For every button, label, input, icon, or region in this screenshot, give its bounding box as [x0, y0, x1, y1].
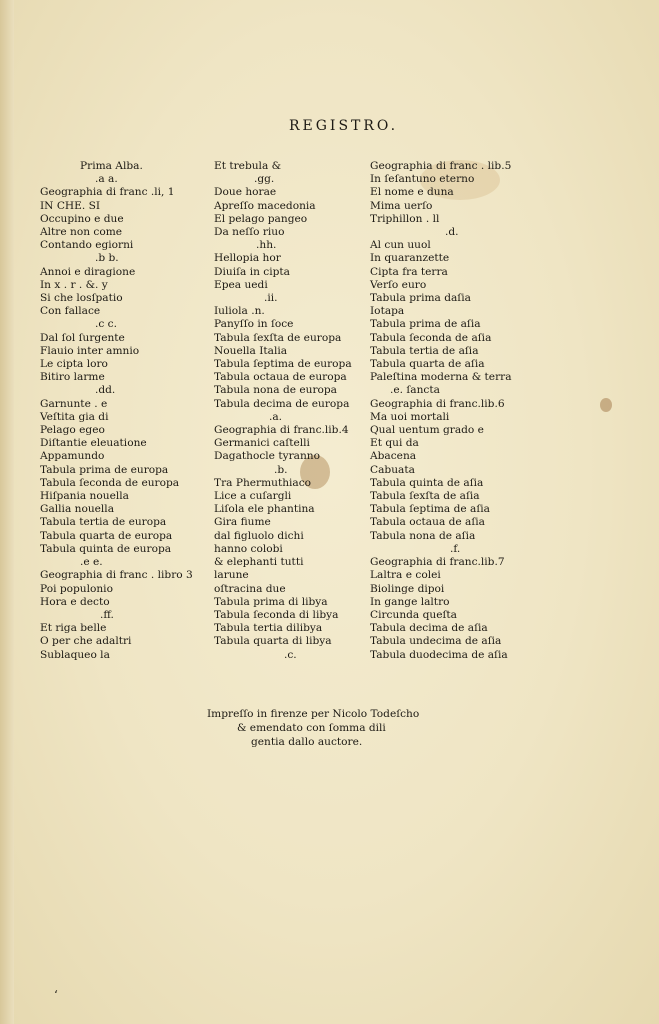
register-entry: oſtracina due — [214, 582, 286, 595]
colophon-line: gentia dallo auctore. — [251, 736, 363, 748]
register-entry: Et trebula & — [214, 160, 282, 172]
register-entry: Et riga belle — [40, 622, 107, 635]
register-entry: Geographia di franc.lib.6 — [370, 397, 505, 410]
register-entry: Apreſſo macedonia — [214, 199, 316, 212]
stain — [600, 398, 612, 412]
register-entry: Cabuata — [370, 463, 415, 476]
register-entry: Hiſpania nouella — [40, 490, 129, 503]
register-entry: IN CHE. SI — [40, 199, 101, 212]
register-entry: Da neſſo riuo — [214, 226, 285, 239]
register-entry: Epea uedi — [214, 278, 268, 291]
register-entry: Abacena — [370, 450, 417, 463]
register-entry: Triphillon . ll — [370, 212, 440, 225]
register-entry: Hora e decto — [40, 595, 110, 608]
register-entry: Dagathocle tyranno — [214, 450, 320, 463]
register-column-2 — [214, 160, 364, 662]
register-entry: Bitiro larme — [40, 371, 105, 384]
register-entry: .gg. — [254, 173, 275, 186]
register-entry: .b b. — [95, 252, 119, 265]
page-edge — [0, 0, 14, 1024]
register-entry: Tabula tertia de europa — [40, 516, 167, 529]
register-entry: hanno colobi — [214, 542, 283, 555]
register-entry: Pelago egeo — [40, 424, 105, 437]
register-entry: Tabula ſexſta de europa — [214, 331, 342, 344]
register-column-3 — [370, 160, 530, 662]
register-entry: Diſtantie eleuatione — [40, 437, 147, 450]
register-entry: .ii. — [264, 292, 278, 305]
register-title: REGISTRO. — [288, 118, 399, 134]
register-entry: Con fallace — [40, 305, 101, 318]
register-entry: Geographia di franc .li, 1 — [40, 186, 175, 199]
register-entry: Lice a cuſargli — [214, 490, 292, 503]
register-entry: Geographia di franc.lib.7 — [370, 556, 505, 569]
register-entry: .ff. — [100, 608, 114, 621]
register-entry: .dd. — [95, 384, 116, 397]
register-entry: Poi populonio — [40, 582, 113, 595]
register-entry: Tabula decima de aſia — [370, 622, 488, 635]
register-entry: Le cipta loro — [40, 358, 108, 371]
register-entry: .d. — [445, 226, 459, 239]
register-entry: Diuiſa in cipta — [214, 265, 290, 278]
register-entry: Tabula nona de europa — [214, 384, 337, 397]
colophon-line: Impreſſo in firenze per Nicolo Todeſcho — [207, 708, 420, 720]
register-entry: Nouella Italia — [214, 344, 288, 357]
register-entry: Si che losſpatio — [40, 292, 123, 305]
register-entry: Tabula quarta de aſia — [370, 358, 485, 371]
register-entry: .b. — [274, 463, 288, 476]
register-entry: Liſola ele phantina — [214, 503, 315, 516]
register-entry: Tra Phermuthiaco — [214, 476, 312, 489]
register-entry: In ſeſantuno eterno — [370, 173, 475, 186]
register-entry: Al cun uuol — [370, 239, 431, 252]
register-entry: Tabula prima de europa — [40, 463, 169, 476]
register-entry: Garnunte . e — [40, 397, 108, 410]
register-entry: dal figluolo dichi — [214, 529, 304, 542]
register-entry: Verſo euro — [370, 278, 427, 291]
register-entry: Tabula prima de aſia — [370, 318, 481, 331]
register-entry: & elephanti tutti — [214, 556, 304, 569]
register-entry: Tabula quinta de aſia — [370, 476, 484, 489]
register-entry: Doue horae — [214, 186, 277, 199]
register-entry: Tabula nona de aſia — [370, 529, 476, 542]
register-entry: Hellopia hor — [214, 252, 281, 265]
register-entry: .e e. — [80, 556, 103, 569]
colophon-line: & emendato con ſomma dili — [237, 722, 386, 734]
register-entry: In quaranzette — [370, 252, 450, 265]
register-entry: In x . r . &. y — [40, 278, 108, 291]
register-column-1 — [40, 160, 193, 662]
register-entry: Iuliola .n. — [214, 305, 265, 318]
register-entry: Paleſtina moderna & terra — [370, 371, 512, 384]
register-entry: Tabula octaua de europa — [214, 371, 347, 384]
register-entry: Tabula ſeptima de europa — [214, 358, 352, 371]
register-entry: Tabula octaua de aſia — [370, 516, 485, 529]
register-entry: Contando egiorni — [40, 239, 134, 252]
register-entry: Gallia nouella — [40, 503, 115, 516]
register-entry: .c. — [284, 648, 297, 661]
register-entry: .e. ſancta — [390, 384, 440, 397]
register-entry: Tabula tertia de aſia — [370, 344, 479, 357]
register-entry: Biolinge dipoi — [370, 582, 445, 595]
register-entry: O per che adaltri — [40, 635, 132, 648]
register-entry: Veſtita gia di — [40, 410, 109, 423]
register-entry: Annoi e diragione — [40, 265, 136, 278]
colophon — [207, 707, 420, 749]
register-entry: Tabula duodecima de aſia — [370, 648, 508, 661]
register-entry: El nome e duna — [370, 186, 454, 199]
register-entry: Panyſſo in ſoce — [214, 318, 294, 331]
register-entry: .a a. — [95, 173, 118, 186]
register-entry: Qual uentum grado e — [370, 424, 484, 437]
register-entry: Dal ſol ſurgente — [40, 331, 125, 344]
register-entry: Tabula quarta di libya — [214, 635, 332, 648]
register-entry: Gira fiume — [214, 516, 271, 529]
register-entry: larune — [214, 569, 249, 582]
register-entry: Tabula ſeconda de europa — [40, 476, 180, 489]
register-entry: Tabula undecima de aſia — [370, 635, 502, 648]
register-entry: .c c. — [95, 318, 117, 331]
register-entry: Circunda queſta — [370, 608, 457, 621]
register-entry: In gange laltro — [370, 595, 450, 608]
register-entry: Geographia di franc.lib.4 — [214, 424, 349, 437]
register-entry: .f. — [450, 542, 461, 555]
register-entry: Tabula quarta de europa — [40, 529, 173, 542]
register-entry: Laltra e colei — [370, 569, 441, 582]
register-entry: Mima uerſo — [370, 199, 433, 212]
register-entry: Prima Alba. — [80, 160, 143, 172]
register-entry: Sublaqueo la — [40, 648, 110, 661]
register-entry: Ma uoi mortali — [370, 410, 450, 423]
register-entry: Geographia di franc . libro 3 — [40, 569, 193, 582]
corner-mark: ʻ — [54, 988, 58, 1002]
register-entry: El pelago pangeo — [214, 212, 308, 225]
register-entry: Geographia di franc . lib.5 — [370, 160, 512, 172]
register-entry: Tabula quinta de europa — [40, 542, 172, 555]
register-entry: Flauio inter amnio — [40, 344, 140, 357]
register-entry: Cipta fra terra — [370, 265, 448, 278]
register-entry: Tabula ſeconda di libya — [214, 608, 339, 621]
register-entry: Et qui da — [370, 437, 419, 450]
register-entry: .a. — [269, 410, 283, 423]
register-entry: Tabula ſexſta de aſia — [370, 490, 480, 503]
register-entry: Occupino e due — [40, 212, 124, 225]
register-entry: Tabula prima daſia — [370, 292, 471, 305]
register-entry: Altre non come — [40, 226, 123, 239]
register-entry: Tabula tertia dilibya — [214, 622, 323, 635]
register-entry: Appamundo — [40, 450, 105, 463]
register-entry: .hh. — [256, 239, 277, 252]
register-entry: Germanici caſtelli — [214, 437, 310, 450]
register-entry: Tabula prima di libya — [214, 595, 328, 608]
register-entry: Iotapa — [370, 305, 405, 318]
register-entry: Tabula ſeptima de aſia — [370, 503, 490, 516]
register-entry: Tabula ſeconda de aſia — [370, 331, 492, 344]
register-entry: Tabula decima de europa — [214, 397, 350, 410]
